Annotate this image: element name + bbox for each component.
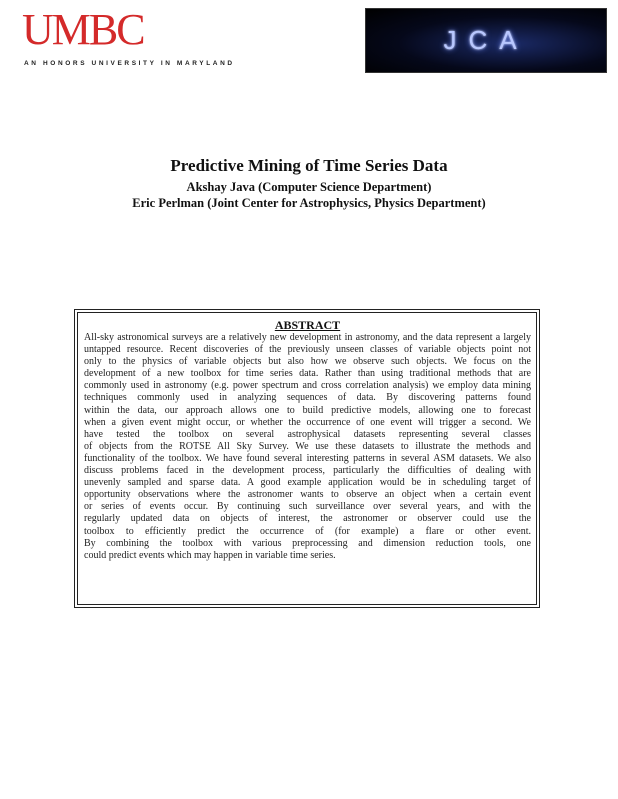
author-2: Eric Perlman (Joint Center for Astrophysics, Physics Department): [132, 196, 486, 210]
abstract-line: only to the physics of variable objects but also how we observe such objects. We focus on the: [84, 356, 531, 368]
abstract-box: [74, 309, 540, 608]
abstract-line: when a given event might occur, or whether the occurrence of one event will trigger a second. We: [84, 416, 531, 428]
abstract-line: opportunity observations where the astronomer wants to observe an object when a certain event: [84, 489, 531, 501]
abstract-line: could predict events which may happen in variable time series.: [84, 549, 336, 561]
abstract-line: toolbox to efficiently predict the occurrence of (for example) a flare or other event.: [84, 525, 531, 537]
abstract-body: [84, 332, 531, 562]
abstract-line: unevenly sampled and sparse data. A good example application would be in scheduling target of: [84, 477, 531, 489]
jca-logo-text: JCA: [443, 25, 529, 55]
abstract-line: regularly updated data on objects of interest, the astronomer or observer could use the: [84, 513, 531, 525]
author-1: Akshay Java (Computer Science Department): [186, 180, 432, 194]
abstract-line: or series of events occur. By continuing such surveillance over several years, and with the: [84, 501, 531, 513]
abstract-line: All-sky astronomical surveys are a relatively new development in astronomy, and the data represent a largely: [84, 332, 531, 343]
abstract-line: have tested the toolbox on several astrophysical datasets representing several classes: [84, 428, 531, 440]
document-title: Predictive Mining of Time Series Data: [170, 156, 448, 175]
abstract-line: techniques commonly used in analyzing sequences of data. By discovering patterns found: [84, 392, 531, 404]
abstract-line: of objects from the ROTSE All Sky Survey. We use these datasets to illustrate the methods and: [84, 440, 531, 452]
abstract-line: untapped resource. Recent discoveries of the previously unseen classes of variable objects point not: [84, 344, 531, 356]
abstract-line: By combining the toolbox with various preprocessing and dimension reduction tools, one: [84, 537, 531, 549]
abstract-line: discuss problems faced in the development process, particularly the difficulties of dealing with: [84, 465, 531, 477]
abstract-heading: ABSTRACT: [274, 318, 341, 332]
umbc-logo: UMBC: [22, 5, 144, 54]
abstract-line: development of a new toolbox for time series data. Rather than using traditional methods that are: [84, 368, 531, 380]
jca-logo: [365, 8, 607, 73]
abstract-line: commonly used in astronomy (e.g. power spectrum and cross correlation analysis) we employ data mining: [84, 380, 531, 392]
abstract-line: within the data, our approach allows one to build predictive models, allowing one to forecast: [84, 404, 531, 416]
umbc-tagline: AN HONORS UNIVERSITY IN MARYLAND: [24, 60, 235, 67]
abstract-line: functionality of the toolbox. We have found several interesting patterns in several ASM datasets. We also: [84, 452, 531, 464]
